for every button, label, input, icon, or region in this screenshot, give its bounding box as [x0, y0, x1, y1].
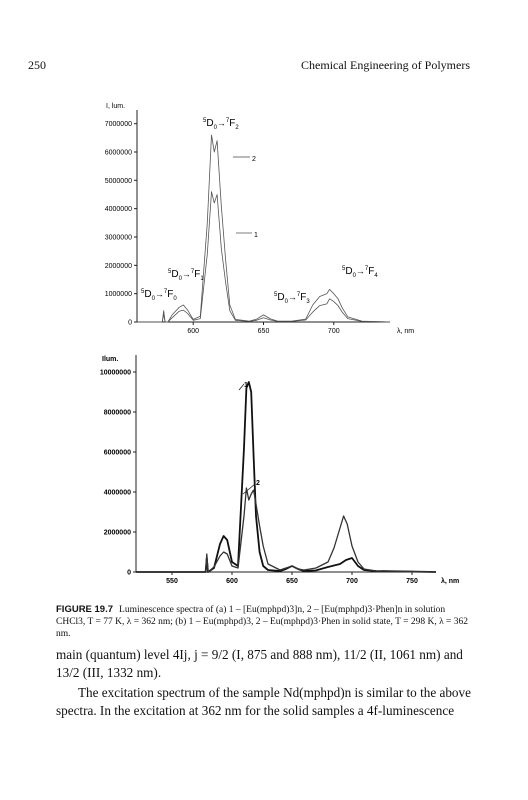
body-paragraph-2: The excitation spectrum of the sample Nd(mphpd)n is similar to the above spectra. In the excitation at 362 nm for the solid samples a 4f-luminescence	[56, 685, 471, 718]
x-tick-label: 650	[286, 578, 298, 585]
x-tick-label: 600	[226, 578, 238, 585]
y-tick-label: 7000000	[104, 121, 132, 129]
chart-a-x-label: λ, nm	[397, 328, 415, 335]
y-tick-label: 1000000	[104, 291, 132, 299]
chart-a	[105, 103, 415, 335]
transition-label: 5D0→7F0	[141, 289, 177, 302]
y-tick-label: 0	[127, 569, 131, 577]
body-paragraph-1: main (quantum) level 4Ij, j = 9/2 (I, 875 and 888 nm), 11/2 (II, 1061 nm) and 13/2 (III, 1332 nm).	[56, 647, 463, 680]
transition-label: 5D0→7F4	[342, 266, 378, 279]
series-2-line	[137, 135, 390, 322]
x-tick-label: 750	[406, 578, 418, 585]
y-tick-label: 6000000	[104, 149, 132, 157]
caption-label: FIGURE 19.7	[56, 604, 114, 615]
x-tick-label: 600	[187, 328, 200, 335]
chart-b-x-label: λ, nm	[441, 578, 460, 585]
y-tick-label: 5000000	[104, 177, 132, 185]
chart-b	[100, 355, 459, 585]
y-tick-label: 0	[128, 319, 132, 327]
curve-label-1: 1	[254, 232, 258, 239]
y-tick-label: 6000000	[103, 449, 131, 457]
y-tick-label: 4000000	[103, 489, 131, 497]
curve-label-2: 2	[252, 156, 256, 163]
x-tick-label: 700	[346, 578, 358, 585]
chart-a-y-label-text: I, lum.	[106, 103, 126, 110]
y-tick-label: 2000000	[104, 262, 132, 270]
chart-b-y-label: Ilum.	[102, 356, 119, 363]
running-head: Chemical Engineering of Polymers	[301, 58, 470, 72]
chart-a-y-label	[106, 103, 125, 110]
figure-caption	[56, 604, 474, 640]
series-2-line	[136, 488, 436, 572]
curve-label-1: 1	[244, 382, 248, 389]
page-number: 250	[28, 58, 46, 72]
x-tick-label: 700	[327, 328, 340, 335]
y-tick-label: 8000000	[103, 409, 131, 417]
y-tick-label: 10000000	[99, 369, 131, 377]
series-1-line	[137, 192, 390, 322]
transition-label: 5D0→7F3	[274, 292, 310, 305]
y-tick-label: 4000000	[104, 206, 132, 214]
series-1-line	[136, 382, 436, 572]
y-tick-label: 2000000	[103, 529, 131, 537]
transition-label: 5D0→7F2	[203, 118, 239, 131]
y-tick-label: 3000000	[104, 234, 132, 242]
x-tick-label: 650	[257, 328, 270, 335]
curve-label-2: 2	[256, 480, 260, 487]
curve-2-leader	[243, 484, 255, 494]
caption-text: Luminescence spectra of (a) 1 – [Eu(mphpd)3]n, 2 – [Eu(mphpd)3·Phen]n in solution CHCl3, T = 77 K, λ = 362 nm; (b) 1 – Eu(mphpd)3, 2 – Eu(mphpd)3·Phen in solid state, T = 298 K, λ = 362 nm.	[56, 605, 469, 639]
transition-label: 5D0→7F1	[168, 269, 204, 282]
x-tick-label: 550	[166, 578, 178, 585]
